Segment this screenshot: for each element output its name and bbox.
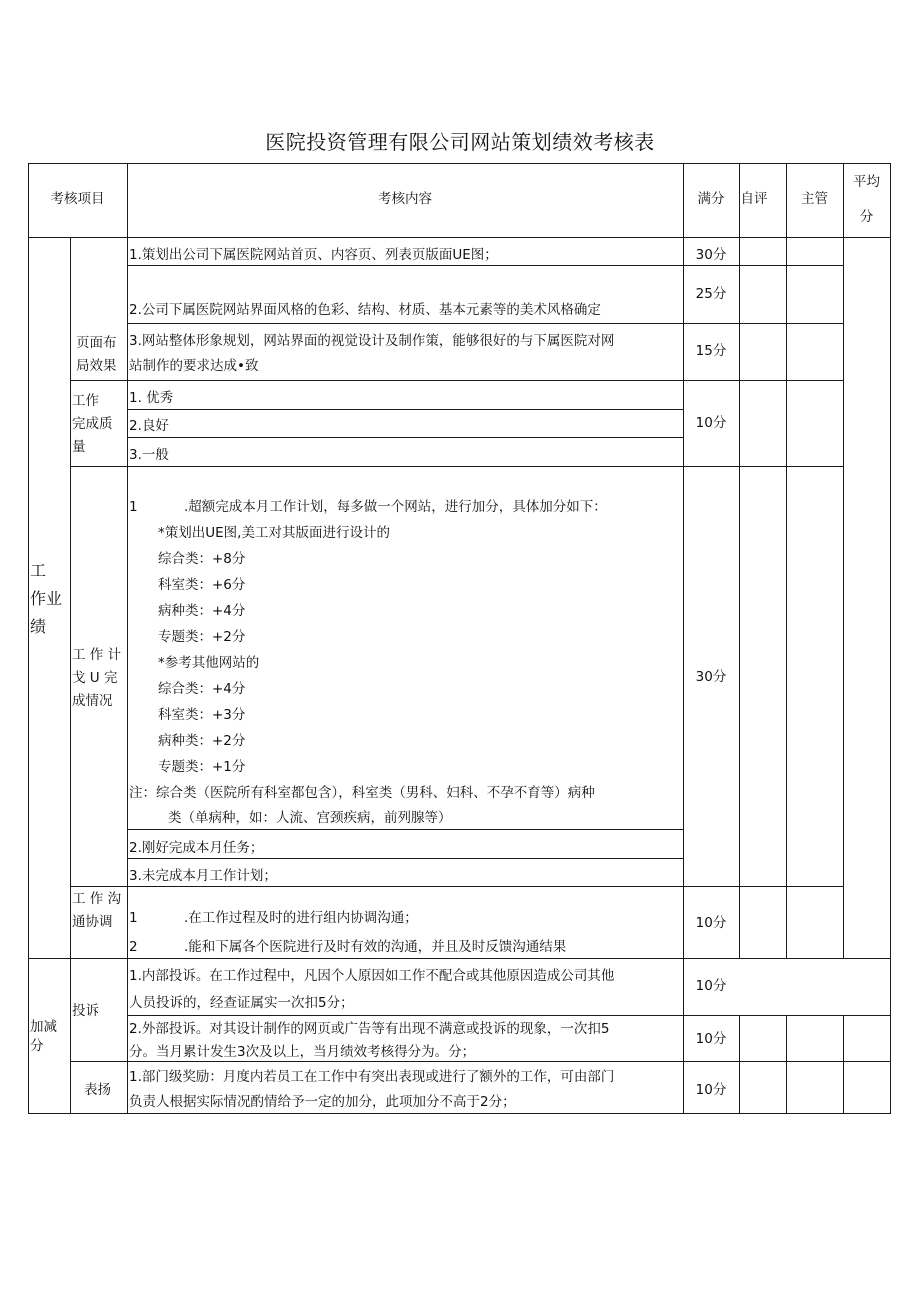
plan-group-label-3: 成情况 (72, 693, 113, 709)
plan-ue-item: 病种类：+4分 (158, 603, 246, 619)
row-divider (127, 437, 683, 438)
col-divider (683, 163, 684, 1114)
plan-ref-item: 专题类：+1分 (158, 759, 246, 775)
row-divider (127, 829, 683, 830)
row-divider (70, 1061, 891, 1062)
comm-item-number: 1 (129, 910, 138, 926)
layout-group-label: 页面布 (76, 335, 117, 351)
quality-score: 10分 (695, 415, 727, 431)
complaint-row-2-2: 分。当月累计发生3次及以上，当月绩效考核得分为。分； (129, 1044, 476, 1060)
row-divider (70, 380, 843, 381)
table-bottom-border (28, 1113, 891, 1114)
comm-item-1: .在工作过程及时的进行组内协调沟通； (184, 910, 418, 926)
plan-ref-item: 科室类：+3分 (158, 707, 246, 723)
layout-row-1-score: 30分 (695, 247, 727, 263)
comm-group-label-2: 通协调 (72, 914, 113, 930)
quality-row-1: 1. 优秀 (129, 390, 174, 406)
plan-ue-item: 专题类：+2分 (158, 629, 246, 645)
plan-group-label: 工 作 计 (72, 647, 122, 663)
section-adjust-label-2: 分 (30, 1038, 44, 1054)
praise-row-1-score: 10分 (695, 1082, 727, 1098)
plan-note: 注：综合类（医院所有科室都包含），科室类（男科、妇科、不孕不育等）病种 (129, 785, 595, 801)
section-work-label-2: 作业 (30, 589, 63, 608)
section-work-label-3: 绩 (30, 617, 47, 636)
row-divider (127, 1015, 891, 1016)
plan-score: 30分 (695, 669, 727, 685)
comm-score: 10分 (695, 915, 727, 931)
layout-row-2-text: 2.公司下属医院网站界面风格的色彩、结构、材质、基本元素等的美术风格确定 (129, 302, 601, 318)
table-right-border (890, 163, 891, 1114)
col-divider (739, 163, 740, 959)
comm-item-number: 2 (129, 939, 138, 955)
plan-ref-title: *参考其他网站的 (158, 655, 260, 671)
section-work-label: 工 (30, 561, 47, 580)
page-title: 医院投资管理有限公司网站策划绩效考核表 (265, 130, 655, 154)
col-divider (786, 163, 787, 959)
layout-row-3-text-2: 站制作的要求达成•致 (129, 358, 259, 374)
table-left-border (28, 163, 29, 1114)
praise-row-1: 1.部门级奖励：月度内若员工在工作中有突出表现或进行了额外的工作，可由部门 (129, 1069, 615, 1085)
plan-ref-item: 综合类：+4分 (158, 681, 246, 697)
layout-row-2-score: 25分 (695, 286, 727, 302)
col-divider (70, 237, 71, 1114)
plan-ue-item: 综合类：+8分 (158, 551, 246, 567)
header-self-score: 自评 (740, 191, 768, 207)
header-manager-score: 主管 (801, 191, 828, 207)
complaint-row-1-score: 10分 (695, 978, 727, 994)
header-average-score: 平均 (853, 174, 880, 190)
plan-item-number: 1 (129, 499, 138, 515)
row-divider (127, 323, 843, 324)
table-top-border (28, 163, 891, 164)
row-divider (127, 409, 683, 410)
header-item: 考核项目 (50, 191, 105, 207)
section-divider (28, 958, 891, 959)
col-divider (786, 1015, 787, 1114)
quality-group-label-3: 量 (72, 439, 86, 455)
layout-row-3-score: 15分 (695, 343, 727, 359)
layout-row-3-text: 3.网站整体形象规划，网站界面的视觉设计及制作策，能够很好的与下属医院对网 (129, 333, 615, 349)
col-divider (127, 163, 128, 1114)
header-full-score: 满分 (697, 191, 725, 207)
comm-group-label: 工 作 沟 (72, 891, 122, 907)
row-divider (127, 858, 683, 859)
row-divider (70, 886, 843, 887)
plan-intro: .超额完成本月工作计划，每多做一个网站，进行加分，具体加分如下： (184, 499, 607, 515)
col-divider (843, 163, 844, 959)
header-bottom-border (28, 237, 891, 238)
quality-group-label: 工作 (72, 393, 99, 409)
col-divider (843, 1015, 844, 1114)
praise-row-1-2: 负责人根据实际情况酌情给予一定的加分，此项加分不高于2分； (129, 1094, 516, 1110)
section-adjust-label: 加减 (30, 1019, 57, 1035)
complaint-row-1-2: 人员投诉的，经查证属实一次扣5分； (129, 995, 354, 1011)
header-average-score-2: 分 (859, 209, 874, 225)
quality-group-label-2: 完成质 (72, 416, 113, 432)
row-divider (70, 466, 843, 467)
row-divider (127, 265, 843, 266)
complaint-row-2: 2.外部投诉。对其设计制作的网页或广告等有出现不满意或投诉的现象，一次扣5 (129, 1021, 610, 1037)
plan-ue-title: *策划出UE图,美工对其版面进行设计的 (158, 525, 390, 541)
praise-group-label: 表扬 (84, 1082, 111, 1098)
col-divider (739, 1015, 740, 1114)
quality-row-3: 3.一般 (129, 447, 169, 463)
quality-row-2: 2.良好 (129, 418, 169, 434)
plan-ref-item: 病种类：+2分 (158, 733, 246, 749)
layout-row-1-text: 1.策划出公司下属医院网站首页、内容页、列表页版面UE图； (129, 247, 498, 263)
plan-row-2: 2.刚好完成本月任务； (129, 840, 264, 856)
layout-group-label-2: 局效果 (76, 358, 117, 374)
plan-note-2: 类（单病种，如：人流、宫颈疾病，前列腺等） (168, 810, 452, 826)
plan-group-label-2: 戈 U 完 (72, 670, 118, 686)
comm-item-2: .能和下属各个医院进行及时有效的沟通，并且及时反馈沟通结果 (184, 939, 567, 955)
plan-row-3: 3.未完成本月工作计划； (129, 868, 277, 884)
plan-ue-item: 科室类：+6分 (158, 577, 246, 593)
complaint-group-label: 投诉 (72, 1003, 99, 1019)
header-content: 考核内容 (378, 191, 432, 207)
complaint-row-2-score: 10分 (695, 1031, 727, 1047)
complaint-row-1: 1.内部投诉。在工作过程中，凡因个人原因如工作不配合或其他原因造成公司其他 (129, 968, 615, 984)
